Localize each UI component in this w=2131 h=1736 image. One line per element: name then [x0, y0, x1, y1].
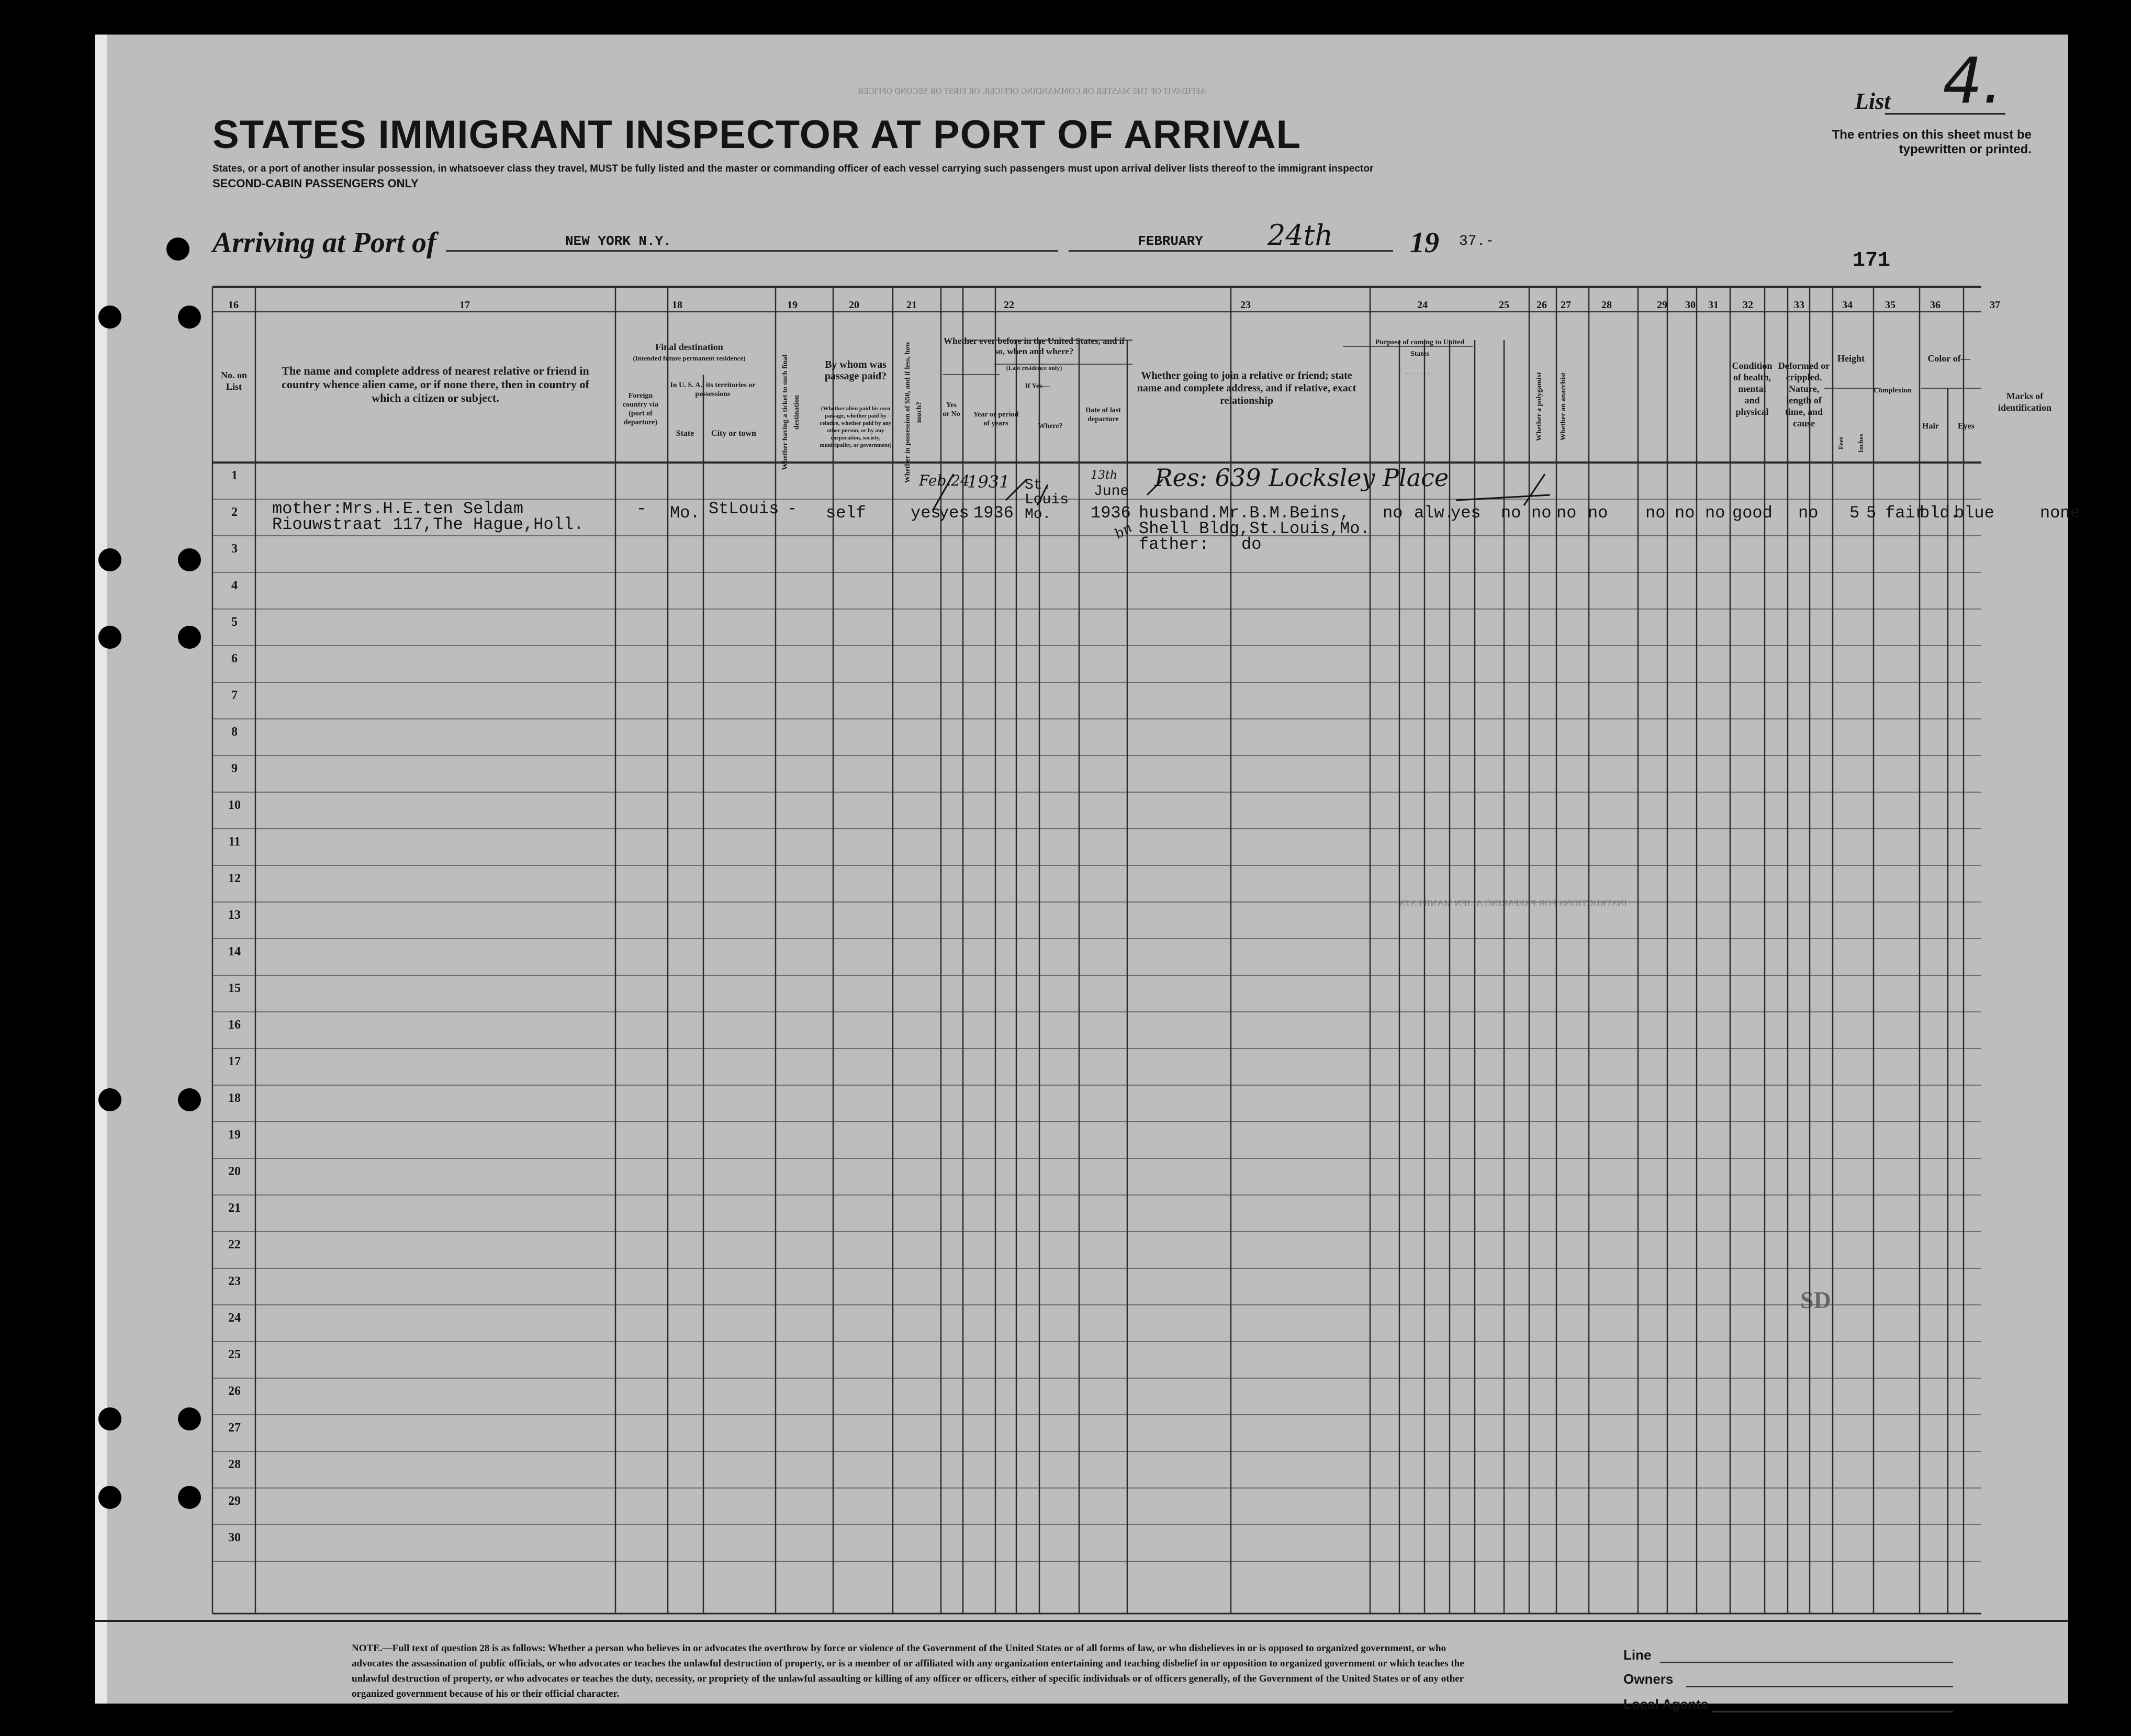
row-number: 14 — [228, 945, 241, 959]
punch-hole — [166, 238, 189, 261]
row-number: 22 — [228, 1238, 241, 1252]
row-number: 17 — [228, 1055, 241, 1068]
entry-join-1: husband.Mr.B.M.Beins, — [1139, 503, 1350, 523]
col-num-24: 24 — [1417, 299, 1428, 311]
arriving-label: Arriving at Port of — [212, 227, 436, 259]
punch-hole — [98, 1407, 121, 1430]
punch-hole — [178, 1486, 201, 1509]
col-num-33: 33 — [1794, 299, 1804, 311]
col-header-34-feet: Feet — [1837, 437, 1845, 449]
footer-divider — [95, 1620, 2068, 1622]
entries-note: The entries on this sheet must be typewritten or printed. — [1832, 128, 2032, 156]
row-number: 6 — [231, 652, 238, 666]
col-header-19: Whether having a ticket to such final destination — [781, 354, 801, 470]
col-num-21: 21 — [906, 299, 917, 311]
entry-foreign-country: - — [636, 499, 647, 518]
entry-passage: self — [826, 503, 866, 523]
col-header-20-sub: (Whether alien paid his own passage, whether paid by relative, whether paid by any other person, or by any corporation, society, municipality, or government) — [820, 405, 892, 448]
entry-city: StLouis — [709, 499, 779, 518]
entry-fifty: yes — [911, 503, 941, 523]
port-line — [446, 250, 1058, 252]
col-num-18: 18 — [672, 299, 682, 311]
col-header-17: The name and complete address of nearest relative or friend in country whence alien came, or if none there, then in country of which a citizen or subject. — [282, 364, 589, 404]
col-num-22: 22 — [1004, 299, 1014, 311]
col-num-16: 16 — [228, 299, 239, 311]
footer-agents-field — [1712, 1711, 1953, 1712]
entry-state: Mo. — [670, 503, 700, 523]
col-num-36: 36 — [1930, 299, 1941, 311]
year-suffix: 37.- — [1459, 233, 1495, 250]
entry-feet: 5 — [1849, 503, 1860, 523]
punch-hole — [98, 1088, 121, 1111]
entry-ticket: - — [787, 499, 798, 518]
col-header-34: Height — [1837, 353, 1865, 364]
row-number: 15 — [228, 982, 241, 995]
entry-join-3b: do — [1241, 535, 1262, 554]
entry-hand-residence: Res: 639 Locksley Place — [1154, 464, 1449, 492]
entry-c30: no — [1675, 503, 1695, 523]
footer-note: NOTE.—Full text of question 28 is as follows: Whether a person who believes in or advocates the overthrow by force or violence of the Government of the United States or of all forms of law, or who disbelieves in or is opposed to organized government, or who advocates the assassination of public officials, or who advocates or teaches the unlawful destruction of property, or is a member of or affiliated with any organization entertaining and teaching disbelief in or opposition to organized government or which teaches the unlawful destruction of property, or who advocates or teaches the duty, necessity, or propriety of the unlawful assaulting or killing of any officer or officers, either of specific individuals or of officers generally, of the Government of the United States or of any other organized government because of his or their official character. — [352, 1643, 1464, 1699]
col-header-22-yesno: Yes or No — [943, 401, 960, 418]
row-number: 8 — [231, 725, 238, 739]
punch-hole — [98, 626, 121, 649]
bleed-stamp: SD — [1800, 1287, 1831, 1313]
col-header-34-inches: Inches — [1857, 433, 1865, 453]
entry-c28: no — [1588, 503, 1608, 523]
col-header-22-departure: Date of last departure — [1085, 407, 1121, 423]
row-number: 4 — [231, 579, 238, 592]
subtitle-instruction: States, or a port of another insular possession, in whatsoever class they travel, MUST be fully listed and the master or commanding officer of each vessel carrying such passengers must upon arrival deliver lists thereof to the immigrant inspector — [212, 163, 1374, 174]
row-number: 20 — [228, 1165, 241, 1178]
list-label: List — [1855, 88, 1891, 114]
footer-line-label: Line — [1623, 1647, 1652, 1663]
day-value: 24th — [1268, 219, 1333, 252]
bleed-through-heading: INSTRUCTIONS FOR PREPARING ALIEN MANIFESTS — [1399, 898, 1628, 908]
punch-hole — [178, 626, 201, 649]
row-number: 7 — [231, 689, 238, 702]
col-num-34: 34 — [1842, 299, 1853, 311]
col-header-16: No. on List — [221, 370, 248, 392]
row-number: 28 — [228, 1458, 241, 1471]
entry-hand-feb: Feb.24 — [919, 472, 970, 489]
entry-c31: no — [1705, 503, 1725, 523]
entry-eyes: blue — [1954, 503, 1994, 523]
footer-owners-label: Owners — [1623, 1671, 1674, 1687]
entry-year: 1936 — [973, 503, 1014, 523]
entry-departure-year: 1936 — [1091, 503, 1131, 523]
col-num-23: 23 — [1240, 299, 1251, 311]
col-header-20: By whom was passage paid? — [824, 359, 887, 382]
col-num-30: 30 — [1685, 299, 1696, 311]
col-header-22-sub: (Last residence only) — [1006, 364, 1062, 371]
entry-hand-margin: bn — [1112, 520, 1135, 543]
row-number: 13 — [228, 908, 241, 922]
hand-check-marks — [922, 469, 1058, 516]
col-header-33: Deformed or crippled. Nature, length of time, and cause — [1778, 360, 1830, 429]
year-prefix: 19 — [1410, 227, 1439, 259]
entry-marks: none — [2040, 503, 2080, 523]
entry-c24b: alw. — [1414, 503, 1454, 523]
entry-where-1: St. — [1025, 477, 1051, 493]
row-number: 16 — [228, 1018, 241, 1032]
row-number: 11 — [228, 835, 241, 849]
entry-join-2: Shell Bldg,St.Louis,Mo. — [1139, 519, 1370, 538]
row-number: 24 — [228, 1311, 241, 1325]
row-number: 25 — [228, 1348, 241, 1361]
manifest-sheet — [95, 35, 2080, 1712]
entry-where-2: Louis — [1025, 492, 1069, 508]
port-value: NEW YORK N.Y. — [565, 233, 671, 249]
row-number: 30 — [228, 1531, 241, 1545]
punch-hole — [98, 306, 121, 329]
punch-hole — [178, 548, 201, 571]
col-num-31: 31 — [1708, 299, 1719, 311]
col-header-18-state: State — [676, 429, 694, 438]
entry-join-3: father: — [1139, 535, 1209, 554]
col-num-26: 26 — [1536, 299, 1547, 311]
col-header-24-sub: · · · · · · · · — [1405, 369, 1433, 377]
sheet-number: 171 — [1853, 249, 1891, 273]
row-number: 18 — [228, 1091, 241, 1105]
col-header-35: Complexion — [1874, 387, 1912, 394]
col-header-32: Condition of health, mental and physical — [1732, 360, 1773, 417]
col-header-18-city: City or town — [711, 429, 756, 438]
page-title: STATES IMMIGRANT INSPECTOR AT PORT OF ARRIVAL — [212, 112, 1302, 157]
col-num-20: 20 — [849, 299, 859, 311]
row-number: 29 — [228, 1494, 241, 1508]
entry-hair: bld. — [1920, 503, 1960, 523]
col-num-27: 27 — [1561, 299, 1571, 311]
row-number: 23 — [228, 1275, 241, 1288]
punch-hole — [178, 1088, 201, 1111]
row-number: 27 — [228, 1421, 241, 1435]
col-header-23: Whether going to join a relative or friend; state name and complete address, and if relative, exact relationship — [1137, 370, 1356, 407]
date-line — [1069, 250, 1393, 252]
entry-complexion: fair — [1885, 503, 1925, 523]
row-number: 12 — [228, 872, 241, 885]
bleed-through-text: AFFIDAVIT OF THE MASTER OR COMMANDING OFFICER, OR FIRST OR SECOND OFFICER — [858, 87, 1206, 96]
row-number: 19 — [228, 1128, 241, 1142]
entry-c27: no — [1556, 503, 1577, 523]
col-header-18-usa: In U. S. A., its territories or possessions — [670, 381, 756, 398]
row-number: 2 — [231, 505, 238, 519]
col-num-19: 19 — [787, 299, 798, 311]
entry-c29: no — [1645, 503, 1666, 523]
col-header-18-foreign: Foreign country via (port of departure) — [622, 392, 659, 426]
col-header-36-eyes: Eyes — [1958, 422, 1975, 431]
month-value: FEBRUARY — [1138, 233, 1203, 249]
entry-deformed: no — [1798, 503, 1819, 523]
entry-c24: no — [1383, 503, 1403, 523]
entry-departure-month: June — [1094, 483, 1129, 500]
punch-hole — [98, 548, 121, 571]
col-header-22-year: Year or period of years — [973, 411, 1019, 427]
footer-agents-label: Local Agents — [1623, 1696, 1709, 1712]
row-number: 3 — [231, 542, 238, 556]
col-header-18-sub: (Intended future permanent residence) — [633, 354, 746, 362]
row-number: 10 — [228, 798, 241, 812]
entry-relative-address: Riouwstraat 117,The Hague,Holl. — [272, 515, 584, 534]
entry-c25: no — [1501, 503, 1521, 523]
subtitle-class: SECOND-CABIN PASSENGERS ONLY — [212, 177, 419, 190]
list-underline — [1885, 113, 2005, 115]
row-number: 26 — [228, 1384, 241, 1398]
row-number: 1 — [231, 469, 238, 482]
col-num-17: 17 — [459, 299, 470, 311]
punch-hole — [178, 306, 201, 329]
col-header-22-where: Where? — [1038, 422, 1063, 430]
col-header-27: Whether an anarchist — [1560, 372, 1567, 441]
entry-c26: no — [1531, 503, 1552, 523]
entry-hand-day: 13th — [1091, 469, 1118, 482]
footer-owners-field — [1686, 1686, 1953, 1687]
row-number: 5 — [231, 615, 238, 629]
punch-hole — [98, 1486, 121, 1509]
list-number: 4. — [1943, 45, 2003, 118]
entry-yes-no: yes — [939, 503, 969, 523]
col-num-25: 25 — [1499, 299, 1509, 311]
entry-c24c: yes — [1451, 503, 1481, 523]
col-header-37: Marks of identification — [1998, 391, 2051, 413]
col-header-36: Color of— — [1927, 353, 1970, 364]
col-num-28: 28 — [1601, 299, 1612, 311]
col-num-37: 37 — [1990, 299, 2000, 311]
punch-hole — [178, 1407, 201, 1430]
entry-inches: 5 — [1866, 503, 1877, 523]
footer-line-field — [1660, 1662, 1953, 1663]
col-header-26: Whether a polygamist — [1535, 372, 1543, 441]
col-header-18: Final destination — [655, 342, 723, 352]
entry-year-hand: 1931 — [967, 472, 1010, 492]
entry-relative-name: mother:Mrs.H.E.ten Seldam — [272, 499, 524, 518]
col-num-35: 35 — [1885, 299, 1896, 311]
entry-health: good — [1732, 503, 1773, 523]
manifest-grid — [212, 257, 1981, 1619]
col-header-22-ifyes: If Yes— — [1025, 382, 1050, 390]
row-number: 9 — [231, 762, 238, 775]
col-header-36-hair: Hair — [1922, 422, 1939, 431]
col-num-32: 32 — [1743, 299, 1753, 311]
col-header-24: Purpose of coming to United States — [1375, 339, 1465, 358]
hand-annotation-lines — [1142, 464, 1561, 511]
col-header-22: Whether ever before in the United States, and if so, when and where? — [943, 336, 1125, 356]
col-num-29: 29 — [1657, 299, 1667, 311]
row-number: 21 — [228, 1201, 241, 1215]
col-header-21: Whether in possession of $50, and if less, how much? — [904, 341, 923, 483]
entry-where-3: Mo. — [1025, 506, 1051, 523]
